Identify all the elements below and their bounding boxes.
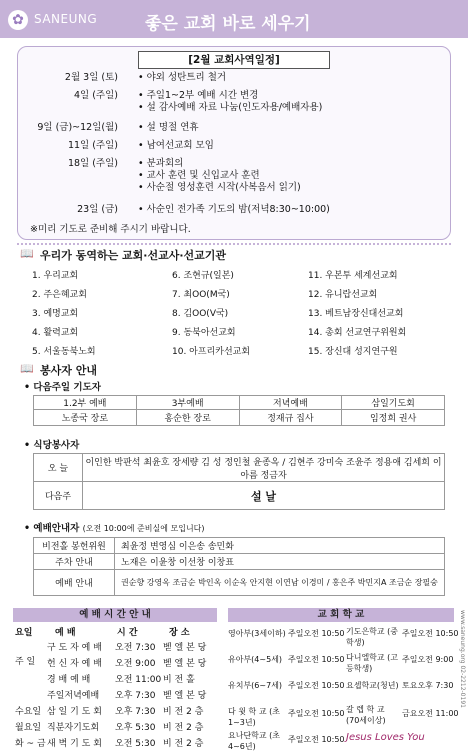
partner-item: 11. 우본투 세계선교회 — [308, 271, 398, 281]
worship-name: 삼 일 기 도 회 — [47, 707, 102, 717]
table-cell: 노종국 장로 — [34, 410, 137, 426]
table-cell: 오 늘 — [34, 454, 83, 482]
page-title: 좋은 교회 바로 세우기 — [145, 14, 311, 34]
worship-time: 오전 5:30 — [115, 739, 156, 749]
table-cell: 다음주 — [34, 482, 83, 510]
partner-item: 15. 장신대 성지연구원 — [308, 347, 398, 357]
partner-item: 13. 베트남장신대선교회 — [308, 309, 404, 319]
divider — [17, 243, 451, 245]
schedule-note: ※미리 기도로 준비해 주시기 바랍니다. — [30, 224, 191, 235]
event-date: 9일 (금)~12일(월) — [37, 122, 118, 133]
table-header: 1.2부 예배 — [34, 396, 137, 410]
side-info: www.saneung.org 02-2212-0191 — [459, 610, 466, 708]
table-header: 삼일기도회 — [342, 396, 445, 410]
worship-day: 화 ~ 금 — [15, 739, 46, 749]
prayer-table — [33, 395, 445, 426]
worship-name: 새 벽 기 도 회 — [47, 739, 102, 749]
table-header: 저녁예배 — [239, 396, 342, 410]
table-cell: 권순향 강영옥 조금순 박인옥 이순옥 안지현 이연남 이경미 / 홍은주 박민지A 조금순 장필숭 — [115, 570, 445, 596]
school-name: 기도은학교 (중학생) — [346, 627, 399, 647]
event-date: 23일 (금) — [77, 204, 118, 215]
partners-title: 우리가 동역하는 교회·선교사·선교기관 — [40, 249, 227, 262]
brand-name: SANEUNG — [34, 12, 98, 26]
school-name: 갈 렙 학 교 (70세이상) — [346, 705, 386, 725]
worship-header: 장 소 — [169, 628, 190, 638]
school-name: 요나단학교 (초4~6년) — [228, 731, 281, 751]
worship-time: 오전 7:30 — [115, 643, 156, 653]
worship-time: 오후 7:30 — [115, 691, 156, 701]
school-time: 주일오전 10:50 — [402, 629, 459, 638]
school-time: 주일오전 9:00 — [402, 655, 454, 664]
school-time: 주일오전 10:50 — [288, 681, 345, 690]
table-cell: 임정희 권사 — [342, 410, 445, 426]
partner-item: 5. 서울동북노회 — [32, 347, 96, 357]
worship-time: 오전 11:00 — [115, 675, 162, 685]
worship-header: 시 간 — [117, 628, 138, 638]
worship-day: 주 일 — [15, 657, 36, 667]
servants-title: 봉사자 안내 — [40, 364, 97, 377]
school-time: 금요오전 11:00 — [402, 709, 459, 718]
table-cell: 노재은 이윤창 이선창 이창표 — [115, 554, 445, 570]
partner-item: 2. 주은혜교회 — [32, 290, 87, 300]
jesus-loves-you-text: Jesus Loves You — [346, 732, 425, 743]
worship-name: 헌 신 자 예 배 — [47, 659, 102, 669]
partner-item: 14. 총회 선교연구위원회 — [308, 328, 407, 338]
worship-time: 오후 7:30 — [115, 707, 156, 717]
guide-label: • 예배안내자 (오전 10:00에 준비실에 모입니다) — [24, 523, 205, 534]
school-name: 요셉학교(청년) — [346, 681, 399, 690]
school-time: 토요오후 7:30 — [402, 681, 454, 690]
prayer-label: • 다음주일 기도자 — [24, 382, 101, 393]
book-icon: 📖 — [20, 247, 34, 260]
table-cell: 주차 안내 — [34, 554, 115, 570]
table-header: 3부예배 — [136, 396, 239, 410]
worship-place: 비 전 2 층 — [163, 723, 204, 733]
table-cell: 최윤정 변영심 이은송 송민화 — [115, 538, 445, 554]
event-date: 18일 (주일) — [67, 158, 118, 169]
worship-header: 예 배 — [55, 628, 76, 638]
worship-place: 비 전 2 층 — [163, 739, 204, 749]
book-icon: 📖 — [20, 362, 34, 375]
event-date: 11일 (주일) — [67, 140, 118, 151]
event-item: • 분과회의 — [138, 158, 184, 169]
schedule-box — [17, 46, 451, 240]
partner-item: 4. 활력교회 — [32, 328, 79, 338]
partner-item: 7. 최OO(M국) — [172, 290, 230, 300]
event-item: • 주일1~2부 예배 시간 변경 — [138, 90, 259, 101]
worship-place: 비 전 2 층 — [163, 707, 204, 717]
partner-item: 6. 조현규(일본) — [172, 271, 234, 281]
partner-item: 3. 예명교회 — [32, 309, 79, 319]
partner-item: 12. 유니랍선교회 — [308, 290, 378, 300]
worship-time: 오후 5:30 — [115, 723, 156, 733]
school-name: 다 윗 학 교 (초1~3년) — [228, 707, 280, 727]
worship-name: 경 배 예 배 — [47, 675, 91, 685]
school-name: 영아부(3세이하) — [228, 629, 286, 638]
schedule-title: [2월 교회사역일정] — [138, 51, 330, 69]
worship-place: 벧 엘 본 당 — [163, 659, 207, 669]
partner-item: 9. 동북아선교회 — [172, 328, 236, 338]
school-name: 유치부(6~7세) — [228, 681, 283, 690]
table-cell: 예배 안내 — [34, 570, 115, 596]
table-cell: 이인한 박판석 최윤호 장세량 김 성 정인철 윤종옥 / 김현주 강미숙 조윤주 정용애 김세희 이아름 정금자 — [83, 454, 445, 482]
school-time: 주일오전 10:50 — [288, 629, 345, 638]
guide-table — [33, 537, 445, 596]
event-item: • 교사 훈련 및 신입교사 훈련 — [138, 170, 260, 181]
event-item: • 설 명절 연휴 — [138, 122, 199, 133]
event-item: • 사순절 영성훈련 시작(사복음서 읽기) — [138, 182, 301, 193]
partner-item: 8. 김OO(V국) — [172, 309, 229, 319]
event-date: 2월 3일 (토) — [64, 72, 118, 83]
church-logo-icon: ✿ — [8, 10, 28, 30]
worship-day: 수요일 — [15, 707, 42, 717]
worship-header: 요일 — [15, 628, 33, 638]
event-item: • 남여선교회 모임 — [138, 140, 214, 151]
worship-title: 예 배 시 간 안 내 — [13, 608, 217, 622]
church-school-panel — [228, 608, 459, 751]
meal-label: • 식당봉사자 — [24, 440, 80, 451]
school-name: 유아부(4~5세) — [228, 655, 283, 664]
header-bar — [0, 0, 468, 38]
worship-name: 구 도 자 예 배 — [47, 643, 102, 653]
worship-name: 직분자기도회 — [47, 723, 100, 733]
school-time: 주일오전 10:50 — [288, 709, 345, 718]
worship-time: 오전 9:00 — [115, 659, 156, 669]
worship-name: 주일저녁예배 — [47, 691, 100, 701]
event-date: 4일 (주일) — [73, 90, 118, 101]
worship-times-panel — [13, 608, 217, 748]
event-item: • 설 감사예배 자료 나눔(인도자용/예배자용) — [138, 102, 323, 113]
meal-table — [33, 453, 445, 510]
event-item: • 사순인 전가족 기도의 밤(저녁8:30~10:00) — [138, 204, 330, 215]
table-cell: 비전홀 봉헌위원 — [34, 538, 115, 554]
school-time: 주일오전 10:50 — [288, 735, 345, 744]
school-name: 다니엘학교 (고등학생) — [346, 653, 399, 673]
school-time: 주일오전 10:50 — [288, 655, 345, 664]
school-title: 교 회 학 교 — [228, 608, 454, 622]
worship-place: 벧 엘 본 당 — [163, 643, 207, 653]
table-cell: 홍순한 장로 — [136, 410, 239, 426]
partner-item: 1. 우리교회 — [32, 271, 79, 281]
worship-day: 월요일 — [15, 723, 42, 733]
event-item: • 야외 성탄트리 철거 — [138, 72, 227, 83]
table-cell: 설 날 — [83, 482, 445, 510]
worship-place: 벧 엘 본 당 — [163, 691, 207, 701]
table-cell: 정재규 집사 — [239, 410, 342, 426]
worship-place: 비 전 홀 — [163, 675, 195, 685]
partner-item: 10. 아프리카선교회 — [172, 347, 251, 357]
